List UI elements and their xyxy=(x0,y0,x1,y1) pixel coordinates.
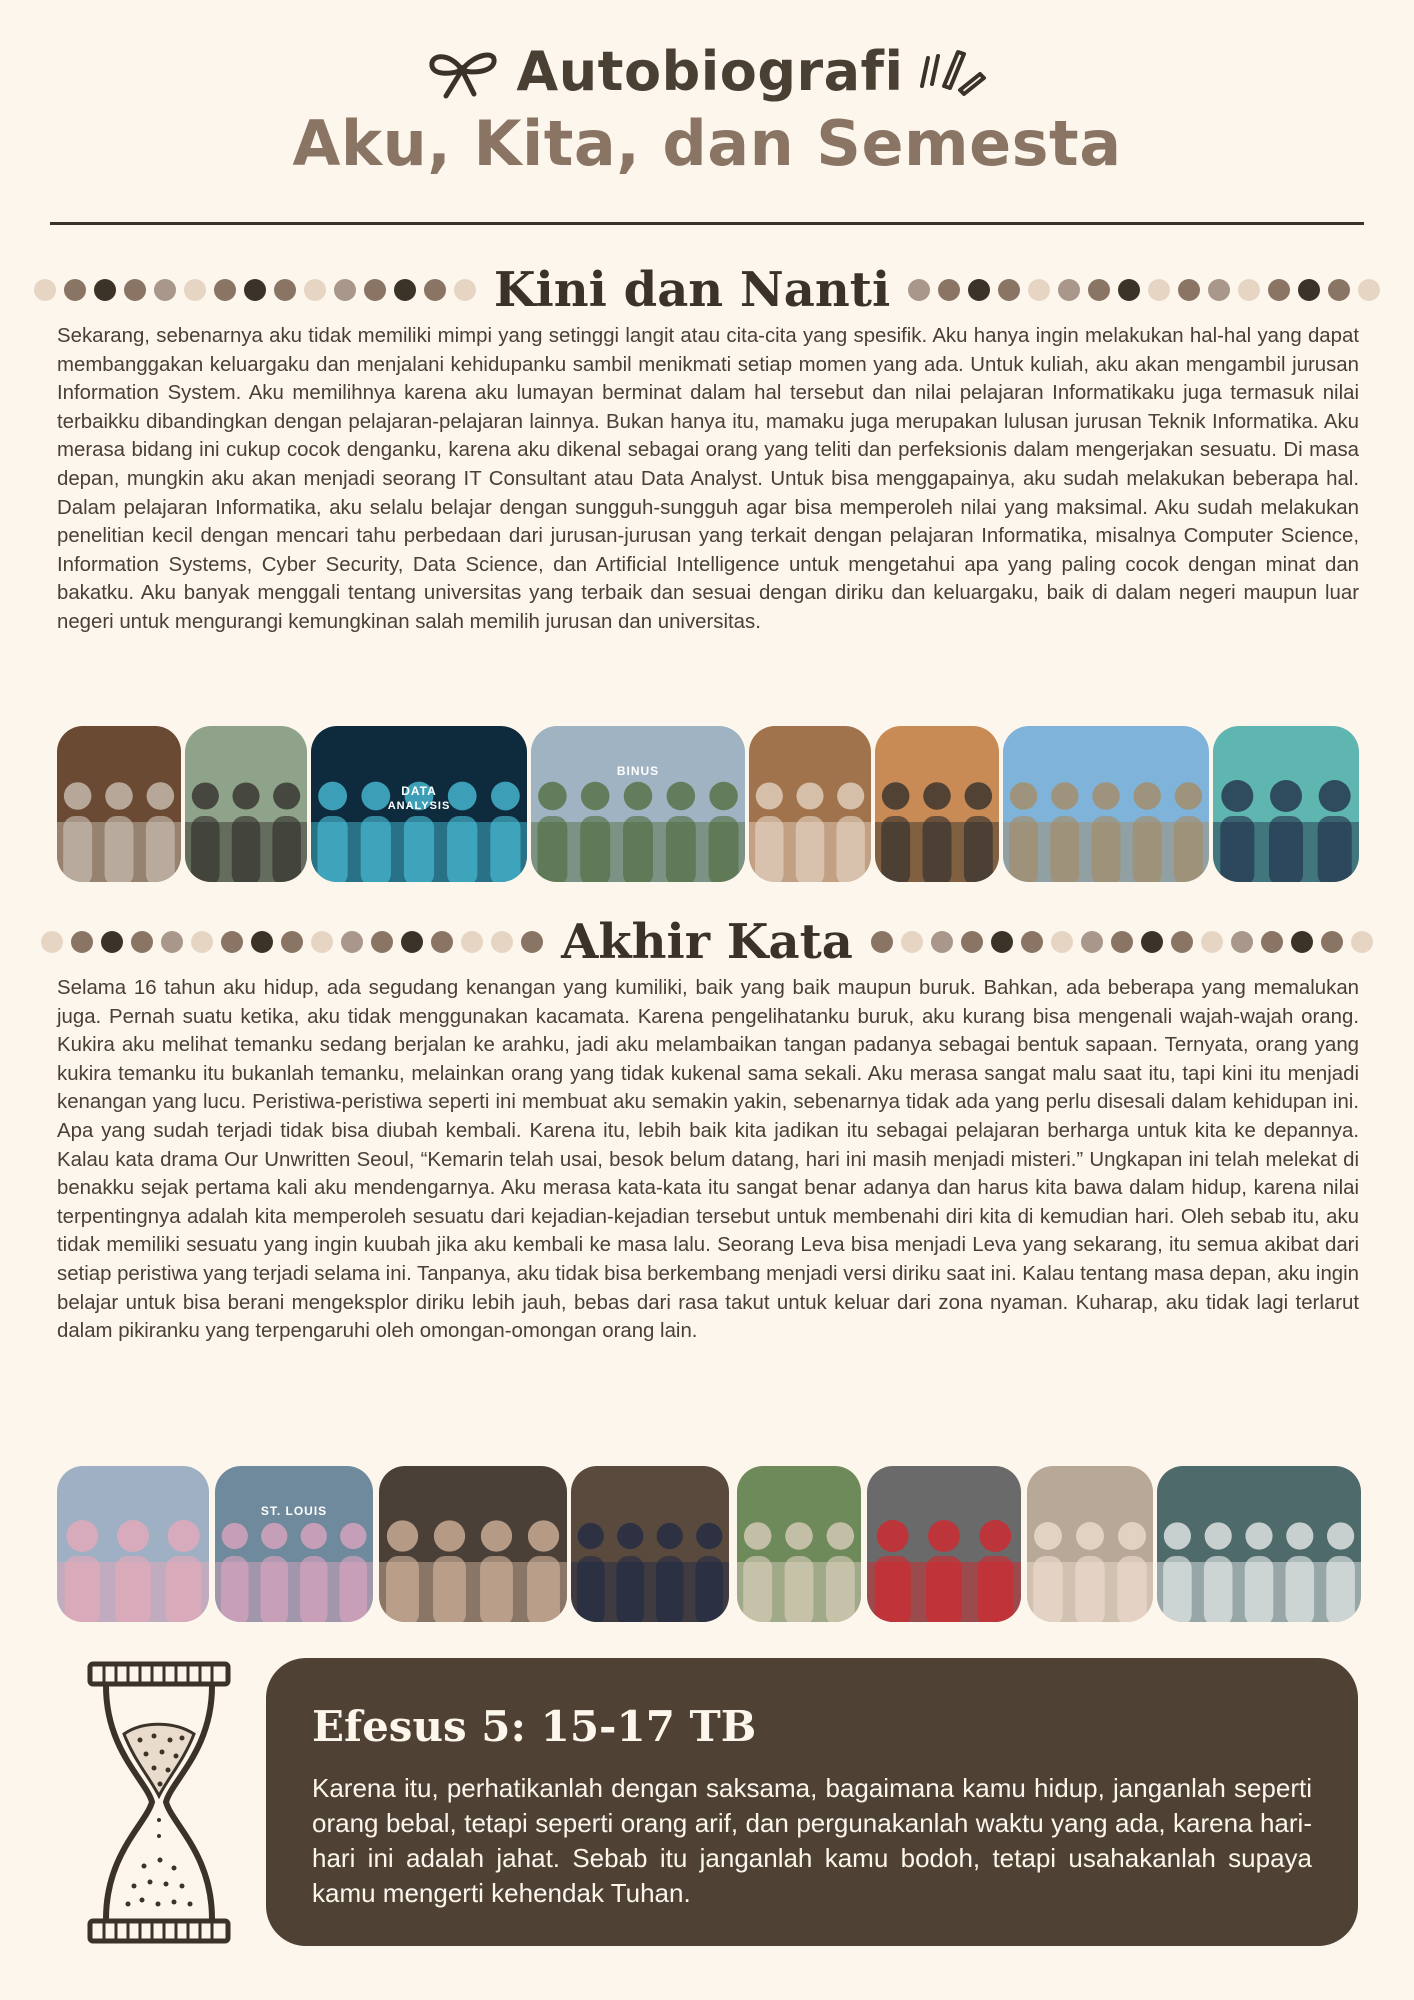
decorative-dot xyxy=(274,279,296,301)
decorative-dot xyxy=(64,279,86,301)
photo-sign-text: ST. LOUIS xyxy=(260,1504,328,1518)
verse-title: Efesus 5: 15-17 TB xyxy=(312,1702,757,1751)
page-subtitle: Aku, Kita, dan Semesta xyxy=(292,107,1122,180)
photo-sign-text: BINUS xyxy=(616,764,660,778)
decorative-dot xyxy=(491,931,513,953)
hourglass-icon xyxy=(84,1660,234,1945)
decorative-dot xyxy=(461,931,483,953)
decorative-dot xyxy=(1328,279,1350,301)
decorative-dot xyxy=(281,931,303,953)
dots-right xyxy=(908,279,1380,301)
decorative-dot xyxy=(424,279,446,301)
decorative-dot xyxy=(871,931,893,953)
dots-right xyxy=(871,931,1373,953)
formal-group-photo xyxy=(571,1466,729,1622)
red-shirts-group-photo xyxy=(867,1466,1021,1622)
decorative-dot xyxy=(938,279,960,301)
binus-campus-photo xyxy=(531,726,745,882)
verse-box xyxy=(266,1658,1358,1946)
decorative-dot xyxy=(1058,279,1080,301)
dots-left xyxy=(34,279,476,301)
decorative-dot xyxy=(251,931,273,953)
decorative-dot xyxy=(71,931,93,953)
st-louis-school-photo xyxy=(215,1466,373,1622)
decorative-dot xyxy=(1088,279,1110,301)
parents-photo xyxy=(185,726,307,882)
decorative-dot xyxy=(961,931,983,953)
decorative-dot xyxy=(1051,931,1073,953)
spark-lines-icon xyxy=(918,44,990,100)
decorative-dot xyxy=(1268,279,1290,301)
decorative-dot xyxy=(184,279,206,301)
section-title: Akhir Kata xyxy=(561,914,853,970)
decorative-dot xyxy=(131,931,153,953)
decorative-dot xyxy=(1208,279,1230,301)
decorative-dot xyxy=(341,931,363,953)
hanbok-palace-photo xyxy=(57,1466,209,1622)
decorative-dot xyxy=(1291,931,1313,953)
decorative-dot xyxy=(1201,931,1223,953)
photo-sign-text: DATA xyxy=(401,784,437,798)
decorative-dot xyxy=(214,279,236,301)
section-heading-kini xyxy=(56,258,1358,322)
decorative-dot xyxy=(431,931,453,953)
decorative-dot xyxy=(1298,279,1320,301)
decorative-dot xyxy=(154,279,176,301)
ribbon-icon xyxy=(424,44,502,100)
selfie-friends-photo xyxy=(379,1466,567,1622)
header-divider xyxy=(50,222,1364,225)
university-building-photo xyxy=(1003,726,1209,882)
outdoor-friends-photo xyxy=(737,1466,861,1622)
classroom-mask-photo xyxy=(1157,1466,1361,1622)
decorative-dot xyxy=(191,931,213,953)
decorative-dot xyxy=(34,279,56,301)
decorative-dot xyxy=(454,279,476,301)
decorative-dot xyxy=(394,279,416,301)
decorative-dot xyxy=(968,279,990,301)
decorative-dot xyxy=(998,279,1020,301)
two-friends-photo xyxy=(1027,1466,1153,1622)
decorative-dot xyxy=(401,931,423,953)
verse-text: Karena itu, perhatikanlah dengan saksama, bagaimana kamu hidup, janganlah seperti orang bebal, tetapi seperti orang arif, dan pergunakanlah waktu yang ada, karena hari-hari ini adalah jahat. Sebab itu janganlah kamu bodoh, tetapi usahakanlah supaya kamu mengerti kehendak Tuhan. xyxy=(312,1773,1312,1908)
decorative-dot xyxy=(1178,279,1200,301)
decorative-dot xyxy=(371,931,393,953)
section-body-akhir: Selama 16 tahun aku hidup, ada segudang kenangan yang kumiliki, baik yang baik maupun buruk. Bahkan, ada beberapa yang memalukan juga. Pernah suatu ketika, aku tidak menggunakan kacamata. Karena pengelihatanku buruk, aku kurang bisa mengenali wajah-wajah orang. Kukira aku melihat temanku sedang berjalan ke arahku, jadi aku melambaikan tangan padanya sebagai bentuk sapaan. Ternyata, orang yang kukira temanku itu bukanlah temanku, melainkan orang yang tidak kukenal sama sekali. Aku merasa sangat malu saat itu, tapi kini itu menjadi kenangan yang lucu. Peristiwa-peristiwa seperti ini membuat aku semakin yakin, sebenarnya tidak ada yang perlu disesali dalam kehidupan ini. Apa yang sudah terjadi tidak bisa diubah kembali. Karena itu, lebih baik kita jadikan itu sebagai pelajaran berharga untuk kita ke depannya. Kalau kata drama Our Unwritten Seoul, “Kemarin telah usai, besok belum datang, hari ini masih menjadi misteri.” Ungkapan ini telah melekat di benakku sejak pertama kali aku mendengarnya. Aku merasa kata-kata itu sangat benar adanya dan harus kita bawa dalam hidup, karena nilai terpentingnya adalah kita memperoleh sesuatu dari kejadian-kejadian tersebut untuk membenahi diri kita di kemudian hari. Oleh sebab itu, aku tidak memiliki sesuatu yang ingin kuubah jika aku kembali ke masa lalu. Seorang Leva bisa menjadi Leva yang sekarang, itu semua akibat dari setiap peristiwa yang terjadi selama ini. Tanpanya, aku tidak bisa berkembang menjadi versi diriku saat ini. Kalau tentang masa depan, aku ingin belajar untuk bisa berani mengeksplor diriku lebih jauh, bebas dari rasa takut untuk keluar dari zona nyaman. Kuharap, aku tidak lagi terlarut dalam pikiranku yang terpengaruhi oleh omongan-omongan orang lain. xyxy=(57,977,1359,1343)
decorative-dot xyxy=(334,279,356,301)
decorative-dot xyxy=(1238,279,1260,301)
decorative-dot xyxy=(124,279,146,301)
section-body-kini: Sekarang, sebenarnya aku tidak memiliki mimpi yang setinggi langit atau cita-cita yang spesifik. Aku hanya ingin melakukan hal-hal yang dapat membanggakan keluargaku dan menjalani kehidupanku sambil menikmati setiap momen yang ada. Untuk kuliah, aku akan mengambil jurusan Information System. Aku memilihnya karena aku lumayan berminat dalam hal tersebut dan nilai pelajaran Informatikaku juga termasuk nilai terbaikku dibandingkan dengan pelajaran-pelajaran lainnya. Bukan hanya itu, mamaku juga merupakan lulusan jurusan Teknik Informatika. Aku merasa bidang ini cukup cocok denganku, karena aku dikenal sebagai orang yang teliti dan perfeksionis dalam mengerjakan sesuatu. Di masa depan, mungkin aku akan menjadi seorang IT Consultant atau Data Analyst. Untuk bisa menggapainya, aku sudah melakukan beberapa hal. Dalam pelajaran Informatika, aku selalu belajar dengan sungguh-sungguh agar bisa memperoleh nilai yang maksimal. Aku sudah melakukan penelitian kecil dengan mencari tahu perbedaan dari jurusan-jurusan yang terkait dengan pelajaran Informatika, misalnya Computer Science, Information Systems, Cyber Security, Data Science, dan Artificial Intelligence untuk mengetahui apa yang paling cocok dengan minat dan bakatku. Aku banyak menggali tentang universitas yang terbaik dan sesuai dengan diriku dan keluargaku, baik di dalam negeri maupun luar negeri untuk mengurangi kemungkinan salah memilih jurusan dan universitas. xyxy=(57,325,1359,633)
decorative-dot xyxy=(1231,931,1253,953)
decorative-dot xyxy=(1111,931,1133,953)
page-header xyxy=(0,40,1414,180)
decorative-dot xyxy=(221,931,243,953)
dots-left xyxy=(41,931,543,953)
decorative-dot xyxy=(521,931,543,953)
decorative-dot xyxy=(161,931,183,953)
decorative-dot xyxy=(1261,931,1283,953)
decorative-dot xyxy=(1028,279,1050,301)
decorative-dot xyxy=(364,279,386,301)
decorative-dot xyxy=(1358,279,1380,301)
photo-sign-text: ANALYSIS xyxy=(387,800,451,812)
decorative-dot xyxy=(94,279,116,301)
laptop-study-table-photo xyxy=(57,726,181,882)
decorative-dot xyxy=(908,279,930,301)
decorative-dot xyxy=(991,931,1013,953)
decorative-dot xyxy=(101,931,123,953)
decorative-dot xyxy=(244,279,266,301)
decorative-dot xyxy=(1021,931,1043,953)
section-title: Kini dan Nanti xyxy=(493,262,891,318)
coding-laptop-photo xyxy=(875,726,999,882)
group-study-photo xyxy=(749,726,871,882)
decorative-dot xyxy=(901,931,923,953)
decorative-dot xyxy=(1118,279,1140,301)
decorative-dot xyxy=(1321,931,1343,953)
decorative-dot xyxy=(311,931,333,953)
title-row xyxy=(0,40,1414,103)
decorative-dot xyxy=(304,279,326,301)
friends-uniform-photo xyxy=(1213,726,1359,882)
decorative-dot xyxy=(931,931,953,953)
decorative-dot xyxy=(1171,931,1193,953)
data-analysis-photo xyxy=(311,726,527,882)
section-heading-akhir xyxy=(56,910,1358,974)
decorative-dot xyxy=(1081,931,1103,953)
page-title: Autobiografi xyxy=(516,40,904,103)
decorative-dot xyxy=(1141,931,1163,953)
decorative-dot xyxy=(41,931,63,953)
decorative-dot xyxy=(1351,931,1373,953)
decorative-dot xyxy=(1148,279,1170,301)
